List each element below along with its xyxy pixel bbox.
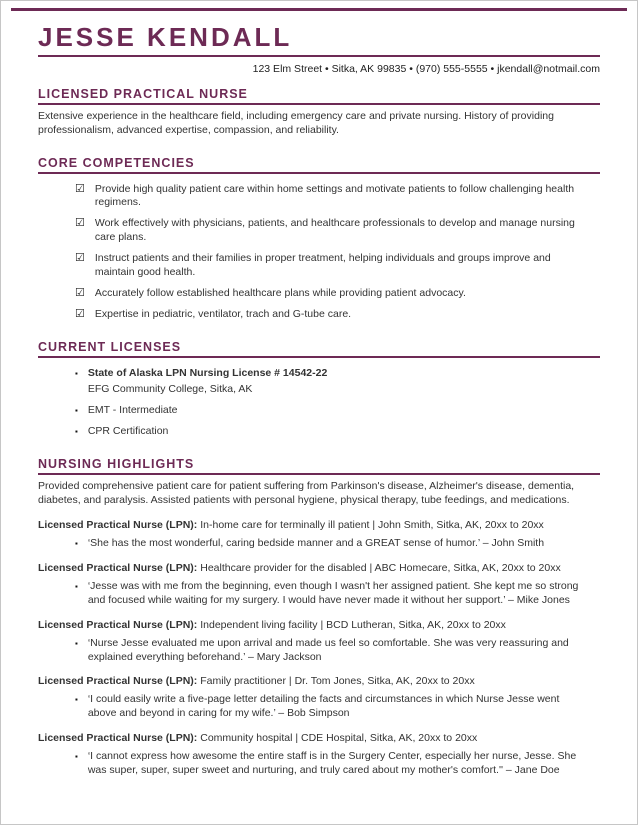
- list-item-text: Work effectively with physicians, patients, and healthcare professionals to develop and manage nursing care plans.: [94, 217, 575, 244]
- list-item: [75, 425, 580, 439]
- job-entry: [38, 519, 600, 551]
- list-item: [75, 183, 580, 211]
- list-item-text: Instruct patients and their families in proper treatment, helping individuals and groups improve and maintain good health.: [94, 252, 551, 279]
- job-quote-list: [75, 750, 600, 778]
- license-title: State of Alaska LPN Nursing License # 14542-22: [87, 367, 328, 380]
- core-competencies-list: [75, 183, 600, 323]
- checkbox-icon: ☑: [75, 182, 85, 195]
- section-nursing-highlights: [38, 457, 600, 778]
- job-title: Licensed Practical Nurse (LPN):: [38, 618, 198, 631]
- job-entry: [38, 732, 600, 778]
- quote-text: ‘She has the most wonderful, caring bedside manner and a GREAT sense of humor.’ – John Smith: [87, 536, 545, 549]
- job-quote-list: [75, 693, 600, 721]
- job-title: Licensed Practical Nurse (LPN):: [38, 561, 198, 574]
- list-item: [75, 404, 580, 418]
- bullet-icon: ▪: [75, 581, 78, 591]
- objective-text: Extensive experience in the healthcare field, including emergency care and private nursing. History of providing professionalism, advanced expertise, compassion, and reliability.: [38, 109, 554, 136]
- bullet-icon: ▪: [75, 406, 78, 416]
- quote-item: [75, 693, 580, 721]
- job-quote-list: [75, 580, 600, 608]
- section-objective: [38, 87, 600, 138]
- quote-text: ‘I cannot express how awesome the entire staff is in the Surgery Center, especially her nurse, Jesse. She was super, super, super sweet and nurturing, and truly cared about my mother's comfort.'' – Jane Doe: [87, 750, 577, 777]
- checkbox-icon: ☑: [75, 287, 85, 300]
- job-title: Licensed Practical Nurse (LPN):: [38, 732, 198, 745]
- bullet-icon: ▪: [75, 695, 78, 705]
- list-item: [75, 367, 580, 397]
- objective-heading: LICENSED PRACTICAL NURSE: [38, 87, 600, 105]
- job-detail: Community hospital | CDE Hospital, Sitka, AK, 20xx to 20xx: [200, 732, 478, 745]
- list-item-text: Accurately follow established healthcare plans while providing patient advocacy.: [94, 287, 466, 300]
- core-competencies-heading: CORE COMPETENCIES: [38, 156, 600, 174]
- top-divider: [11, 8, 627, 11]
- list-item: [75, 252, 580, 280]
- resume-header: [38, 23, 600, 75]
- job-quote-list: [75, 637, 600, 665]
- nursing-highlights-heading: NURSING HIGHLIGHTS: [38, 457, 600, 475]
- job-title-line: [38, 519, 600, 533]
- job-title: Licensed Practical Nurse (LPN):: [38, 675, 198, 688]
- bullet-icon: ▪: [75, 752, 78, 762]
- job-entry: [38, 675, 600, 721]
- job-title: Licensed Practical Nurse (LPN):: [38, 518, 198, 531]
- bullet-icon: ▪: [75, 538, 78, 548]
- job-entry: [38, 619, 600, 665]
- license-subtitle: EFG Community College, Sitka, AK: [87, 383, 253, 396]
- job-title-line: [38, 562, 600, 576]
- license-title: CPR Certification: [87, 424, 169, 437]
- job-detail: Family practitioner | Dr. Tom Jones, Sitka, AK, 20xx to 20xx: [200, 675, 475, 688]
- quote-item: [75, 537, 580, 551]
- job-quote-list: [75, 537, 600, 551]
- bullet-icon: ▪: [75, 369, 78, 379]
- quote-item: [75, 637, 580, 665]
- checkbox-icon: ☑: [75, 308, 85, 321]
- license-title: EMT - Intermediate: [87, 404, 178, 417]
- list-item: [75, 308, 580, 322]
- nursing-highlights-intro: Provided comprehensive patient care for patient suffering from Parkinson's disease, Alzheimer's disease, dementia, diabetes, and paralysis. Assisted patients with personal hygiene, physical therapy, tube feedings, and medications.: [38, 479, 575, 506]
- quote-text: ‘Nurse Jesse evaluated me upon arrival and made us feel so comfortable. She was very reassuring and explained everything beforehand.’ – Mary Jackson: [87, 636, 569, 663]
- current-licenses-list: [75, 367, 600, 439]
- section-core-competencies: [38, 156, 600, 323]
- job-title-line: [38, 675, 600, 689]
- quote-text: ‘I could easily write a five-page letter detailing the facts and circumstances in which Nurse Jesse went above and beyond in caring for my wife.’ – Bob Simpson: [87, 693, 560, 720]
- list-item-text: Provide high quality patient care within home settings and motivate patients to follow challenging health regimens.: [94, 182, 575, 209]
- list-item: [75, 217, 580, 245]
- job-entry: [38, 562, 600, 608]
- name-divider: [38, 55, 600, 57]
- job-detail: Healthcare provider for the disabled | ABC Homecare, Sitka, AK, 20xx to 20xx: [200, 561, 561, 574]
- section-current-licenses: [38, 340, 600, 439]
- quote-item: [75, 750, 580, 778]
- contact-line: 123 Elm Street • Sitka, AK 99835 • (970) 555-5555 • jkendall@notmail.com: [252, 62, 600, 75]
- job-detail: Independent living facility | BCD Lutheran, Sitka, AK, 20xx to 20xx: [200, 618, 506, 631]
- checkbox-icon: ☑: [75, 217, 85, 230]
- job-title-line: [38, 732, 600, 746]
- job-title-line: [38, 619, 600, 633]
- checkbox-icon: ☑: [75, 252, 85, 265]
- list-item: [75, 287, 580, 301]
- bullet-icon: ▪: [75, 426, 78, 436]
- resume-name: JESSE KENDALL: [38, 22, 293, 52]
- license-entry: [88, 367, 327, 397]
- job-detail: In-home care for terminally ill patient | John Smith, Sitka, AK, 20xx to 20xx: [200, 518, 544, 531]
- bullet-icon: ▪: [75, 638, 78, 648]
- list-item-text: Expertise in pediatric, ventilator, trach and G-tube care.: [94, 308, 352, 321]
- current-licenses-heading: CURRENT LICENSES: [38, 340, 600, 358]
- quote-text: ‘Jesse was with me from the beginning, even though I wasn't her assigned patient. She kept me so strong and focused while waiting for my surgery. I would have never made it without her support.’ – Mike Jones: [87, 579, 579, 606]
- quote-item: [75, 580, 580, 608]
